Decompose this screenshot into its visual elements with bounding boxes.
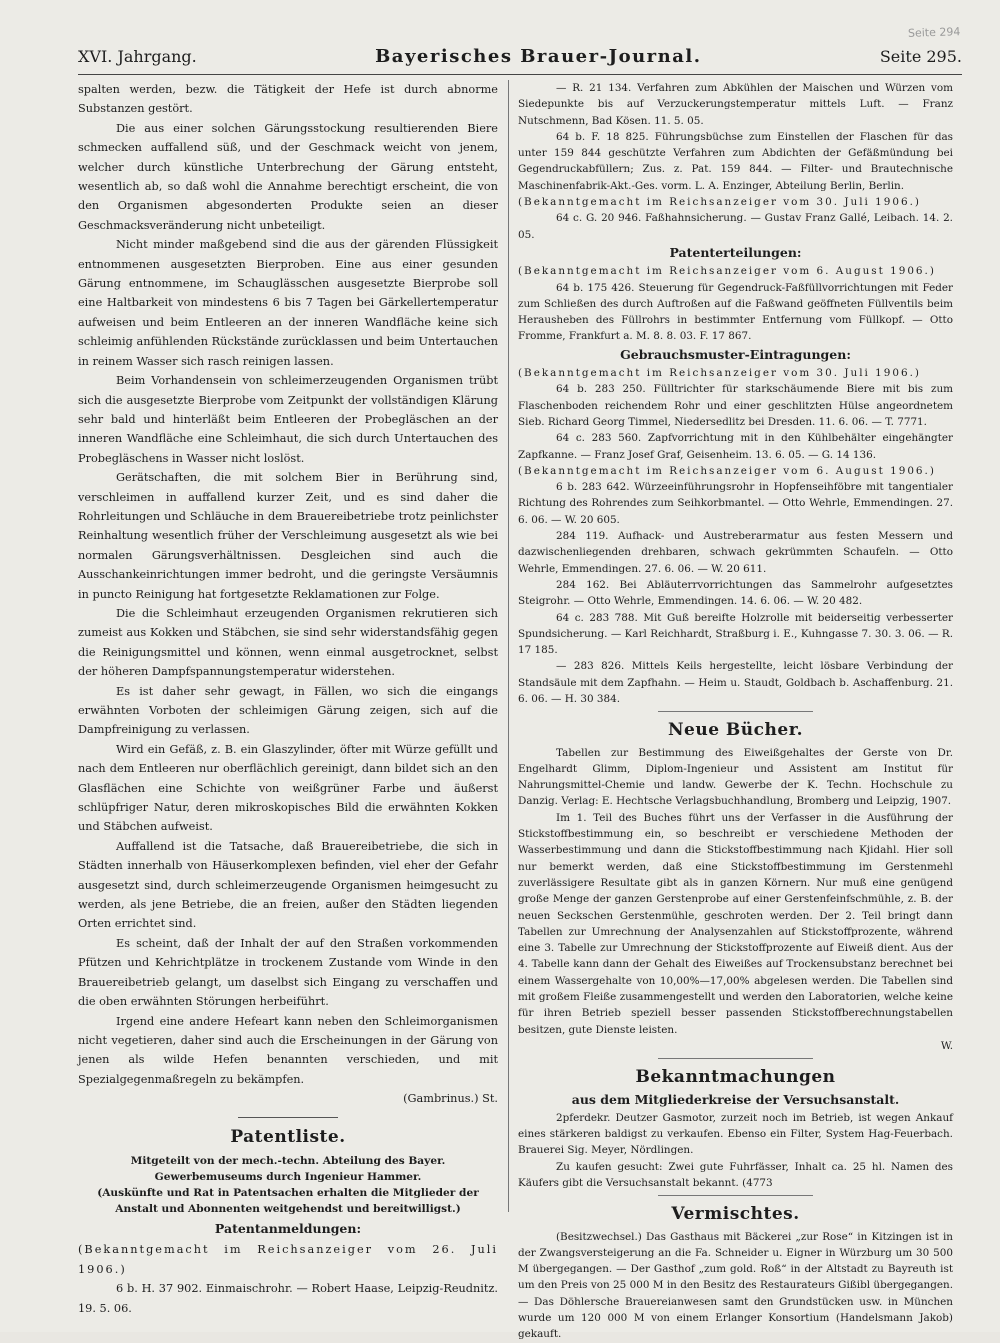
review-signature: W. (940, 1039, 953, 1052)
patentliste-credit: Mitgeteilt von der mech.-techn. Abteilung des Bayer. Gewerbemuseums durch Ingenieur Hammer. (130, 1154, 446, 1183)
book-review: Im 1. Teil des Buches führt uns der Verfasser in die Ausführung der Stickstoffbestimmung ein, so beschreibt er verschiedene Methoden der Wasserbestimmung und dann die Stickstoffbestimmung nach Kjidahl. Hier soll nur bemerkt werden, daß eine Stickstoffbestimmung im Gerstenmehl zuverlässigere Resultate gibt als in ganzen Körnern. Nur muß eine genügend große Menge der ganzen Gerstenprobe auf einer Gerstenfeinfschmühle, z. B. der neuen Seckschen Gerstenmühle, geschroten werden. Der 2. Teil bringt dann Tabellen zur Umrechnung der Analysenzahlen auf Stickstoffprozente, während eine 3. Tabelle zur Umrechnung der Stickstoffprozente auf Eiweiß dient. Aus der 4. Tabelle kann dann der Gehalt des Eiweißes auf Trockensubstanz berechnet bei einem Wassergehalte von 10,00%—17,00% abgelesen werden. Die Tabellen sind mit großem Fleiße zusammengestellt und werden den Laboratorien, welche keine für ihren Betrieb speziell besser passenden Stickstoffberechnungstabellen besitzen, gute Dienste leisten. (518, 811, 953, 1036)
bekanntgemacht-line: (Bekanntgemacht im Reichsanzeiger vom 6. August 1906.) (518, 265, 936, 278)
article-paragraph: Es scheint, daß der Inhalt der auf den Straßen vorkommenden Pfützen und Kehrichtplätze in trockenem Zustande vom Winde in den Brauereibetrieb gelangt, um daselbst sich Eingang zu verschaffen und die oben erwähnten Störungen herbeiführt. (78, 936, 498, 1009)
announcement: Zu kaufen gesucht: Zwei gute Fuhrfässer, Inhalt ca. 25 hl. Namen des Käufers gibt die Versuchsanstalt bekannt. (4773 (518, 1160, 953, 1189)
right-column (518, 80, 953, 1341)
patent-entry: 64 c. 283 560. Zapfvorrichtung mit in den Kühlbehälter eingehängter Zapfkanne. — Franz Josef Graf, Geisenheim. 13. 6. 05. — G. 14 136. (518, 432, 953, 461)
volume-label: XVI. Jahrgang. (78, 47, 197, 66)
patent-entry: 64 b. F. 18 825. Führungsbüchse zum Einstellen der Flaschen für das unter 159 844 geschützte Verfahren zum Abdichten der Gefäßmündung bei Gegendruckabfüllern; Zus. z. Pat. 159 844. — Filter- und Brautechnische Maschinenfabrik-Akt.-Ges. vorm. L. A. Enzinger, Abteilung Berlin, Berlin. (518, 130, 953, 192)
patent-entry: 6 b. H. 37 902. Einmaischrohr. — Robert Haase, Leipzig-Reudnitz. 19. 5. 06. (78, 1282, 498, 1315)
patentliste-note: (Auskünfte und Rat in Patentsachen erhalten die Mitglieder der Anstalt und Abonnenten weitgehendst und bereitwilligst.) (97, 1186, 479, 1215)
patent-entry: 284 162. Bei Abläuterrvorrichtungen das Sammelrohr aufgesetztes Steigrohr. — Otto Wehrle, Emmendingen. 14. 6. 06. — W. 20 482. (518, 578, 953, 608)
page-number: Seite 295. (879, 47, 962, 66)
section-rule (238, 1117, 338, 1118)
column-divider (508, 80, 509, 1212)
article-paragraph: Gerätschaften, die mit solchem Bier in Berührung sind, verschleimen in auffallend kurzer Zeit, und es sind daher die Rohrleitungen und Schläuche in dem Brauereibetriebe trotz peinlichster Reinhaltung wesentlich früher der Verschleimung ausgesetzt als wie bei normalen Gärungsverhältnissen. Desgleichen sind auch die Ausschankeinrichtungen immer bedroht, und die geringste Versäumnis in puncto Reinigung hat fortgesetzte Reklamationen zur Folge. (78, 471, 498, 601)
article-paragraph: Beim Vorhandensein von schleimerzeugenden Organismen trübt sich die ausgesetzte Bierprobe vom Zeitpunkt der vollständigen Klärung sehr bald und hinterläßt beim Entleeren der Probegläschen an der inneren Wandfläche eine Schleimhaut, die sich durch Untertauchen des Probegläschens in Wasser nicht loslöst. (78, 374, 498, 465)
bekanntmachungen-subtitle: aus dem Mitgliederkreise der Versuchsanstalt. (571, 1091, 900, 1107)
archive-pencil-mark: Seite 294 (907, 25, 961, 40)
article-paragraph: Irgend eine andere Hefeart kann neben den Schleimorganismen nicht vegetieren, daher sind auch die Erscheinungen in der Gärung von jenen als wilde Hefen benannten verschieden, und mit Spezialgegenmaßregeln zu bekämpfen. (78, 1014, 498, 1086)
book-entry: Tabellen zur Bestimmung des Eiweißgehaltes der Gerste von Dr. Engelhardt Glimm, Diplom-Ingenieur und Assistent am Institut für Nahrungsmittel-Chemie und landw. Gewerbe der K. Techn. Hochschule zu Danzig. Verlag: E. Hechtsche Verlagsbuchhandlung, Bromberg und Leipzig, 1907. (518, 746, 953, 808)
article-paragraph: Die die Schleimhaut erzeugenden Organismen rekrutieren sich zumeist aus Kokken und Stäbchen, sie sind sehr widerstandsfähig gegen die Reinigungsmittel und können, wenn einmal ausgetrocknet, selbst der höheren Dampfspannungstemperatur widerstehen. (78, 606, 498, 679)
left-column (78, 80, 498, 1315)
patent-entry: 64 c. 283 788. Mit Guß bereifte Holzrolle mit beiderseitig verbesserter Spundsicherung. — Karl Reichhardt, Straßburg i. E., Kuhngasse 7. 30. 3. 06. — R. 17 185. (518, 611, 953, 657)
bekanntgemacht-line: (Bekanntgemacht im Reichsanzeiger vom 30. Juli 1906.) (518, 367, 921, 380)
article-paragraph: Es ist daher sehr gewagt, in Fällen, wo sich die eingangs erwähnten Vorboten der schleimigen Gärung zeigen, sich auf die Dampfreinigung zu verlassen. (78, 684, 498, 737)
page-header (78, 46, 962, 72)
patent-entry: — 283 826. Mittels Keils hergestellte, leicht lösbare Verbindung der Standsäule mit dem Zapfhahn. — Heim u. Staudt, Goldbach b. Aschaffenburg. 21. 6. 06. — H. 30 384. (518, 660, 953, 705)
article-paragraph: Nicht minder maßgebend sind die aus der gärenden Flüssigkeit entnommenen ausgesetzten Bierproben. Eine aus einer gesunden Gärung entnommene, im Schauglässchen ausgesetzte Bierprobe soll eine Haltbarkeit von mindestens 6 bis 7 Tagen bei Gärkellertemperatur aufweisen und beim Entleeren an der inneren Wandfläche keine sich schleimig anfühlenden Rückstände zurücklassen und beim Untertauchen in reinem Wasser sich rasch reinigen lassen. (78, 238, 498, 368)
bekanntgemacht-line: (Bekanntgemacht im Reichsanzeiger vom 6. August 1906.) (518, 464, 936, 477)
patent-entry: 284 119. Aufhack- und Austreberarmatur aus festen Messern und dazwischenliegenden drehbaren, schwach gekrümmten Schaufeln. — Otto Wehrle, Emmendingen. 27. 6. 06. — W. 20 611. (518, 530, 953, 575)
patentliste-title: Patentliste. (230, 1126, 346, 1147)
vermischtes-title: Vermischtes. (671, 1204, 800, 1225)
bekanntmachungen-title: Bekanntmachungen (635, 1067, 836, 1088)
section-rule (658, 1058, 813, 1059)
article-paragraph: Wird ein Gefäß, z. B. ein Glaszylinder, öfter mit Würze gefüllt und nach dem Entleeren nur oberflächlich gereinigt, dann bildet sich an den Glasflächen eine Schichte von weißgrüner Farbe und äußerst schlüpfriger Natur, deren mikroskopisches Bild die erwähnten Kokken und Stäbchen aufweist. (78, 742, 498, 834)
bekanntgemacht-line: (Bekanntgemacht im Reichsanzeiger vom 26. Juli 1906.) (78, 1243, 498, 1276)
patenterteilungen-title: Patenterteilungen: (669, 244, 802, 260)
article-paragraph: Die aus einer solchen Gärungsstockung resultierenden Biere schmecken auffallend süß, und der Geschmack weicht von jenem, welcher durch künstliche Unterbrechung der Gärung entsteht, wesentlich ab, so daß wohl die Annahme berechtigt erscheint, die von den Organismen abgesonderten Produkte seien an dieser Geschmacksveränderung nicht unbeteiligt. (78, 121, 498, 232)
article-paragraph: spalten werden, bezw. die Tätigkeit der Hefe ist durch abnorme Substanzen gestört. (78, 83, 498, 116)
patent-entry: 64 b. 175 426. Steuerung für Gegendruck-Faßfüllvorrichtungen mit Feder zum Schließen des durch Auftroßen auf die Faßwand geöffneten Füllventils beim Herausheben des Füllrohrs in bestimmter Entfernung vom Füllkopf. — Otto Fromme, Frankfurt a. M. 8. 8. 03. F. 17 867. (518, 281, 953, 343)
section-rule (658, 711, 813, 712)
journal-title: Bayerisches Brauer-Journal. (375, 46, 702, 67)
article-paragraph: Auffallend ist die Tatsache, daß Brauereibetriebe, die sich in Städten innerhalb von Häuserkomplexen befinden, viel eher der Gefahr ausgesetzt sind, durch schleimerzeugende Organismen heimgesucht zu werden, als jene Betriebe, die an freien, außer den Städten liegenden Orten errichtet sind. (78, 839, 498, 931)
neue-buecher-title: Neue Bücher. (667, 720, 804, 741)
patent-entry: 6 b. 283 642. Würzeeinführungsrohr in Hopfenseihföbre mit tangentialer Richtung des Rohrendes zum Seihkorbmantel. — Otto Wehrle, Emmendingen. 27. 6. 06. — W. 20 605. (518, 481, 953, 526)
header-divider (78, 74, 962, 75)
miscellaneous-text: (Besitzwechsel.) Das Gasthaus mit Bäckerei „zur Rose“ in Kitzingen ist in der Zwangsversteigerung an die Fa. Schneider u. Eigner in Würzburg um 30 500 M übergegangen. — Der Gasthof „zum gold. Roß“ in der Altstadt zu Bayreuth ist um den Preis von 25 000 M in den Besitz des Restaurateurs Gißibl übergegangen. — Das Döhlersche Brauereianwesen samt den Grundstücken usw. in München wurde um 120 000 M von einem Erlanger Konsortium (Handelsmann Jakob) gekauft. (518, 1230, 953, 1341)
announcement: 2pferdekr. Deutzer Gasmotor, zurzeit noch im Betrieb, ist wegen Ankauf eines stärkeren baldigst zu verkaufen. Ebenso ein Filter, System Hag-Feuerbach. Brauerei Sig. Meyer, Nördlingen. (518, 1111, 953, 1157)
patentanmeldungen-title: Patentanmeldungen: (214, 1220, 362, 1236)
bekanntgemacht-line: (Bekanntgemacht im Reichsanzeiger vom 30. Juli 1906.) (518, 196, 921, 209)
patent-entry: 64 c. G. 20 946. Faßhahnsicherung. — Gustav Franz Gallé, Leibach. 14. 2. 05. (518, 212, 953, 241)
gebrauchsmuster-title: Gebrauchsmuster-Eintragungen: (620, 346, 851, 362)
section-rule (658, 1195, 813, 1196)
article-signature: (Gambrinus.) St. (403, 1092, 498, 1106)
patent-entry: — R. 21 134. Verfahren zum Abkühlen der Maischen und Würzen vom Siedepunkte bis auf Verzuckerungstemperatur mittels Luft. — Franz Nutschmenn, Bad Kösen. 11. 5. 05. (518, 82, 953, 127)
patent-entry: 64 b. 283 250. Fülltrichter für starkschäumende Biere mit bis zum Flaschenboden reichendem Rohr und einer geschlitzten Hülse angeordnetem Sieb. Richard Georg Timmel, Niedersedlitz bei Dresden. 11. 6. 06. — T. 7771. (518, 383, 953, 428)
